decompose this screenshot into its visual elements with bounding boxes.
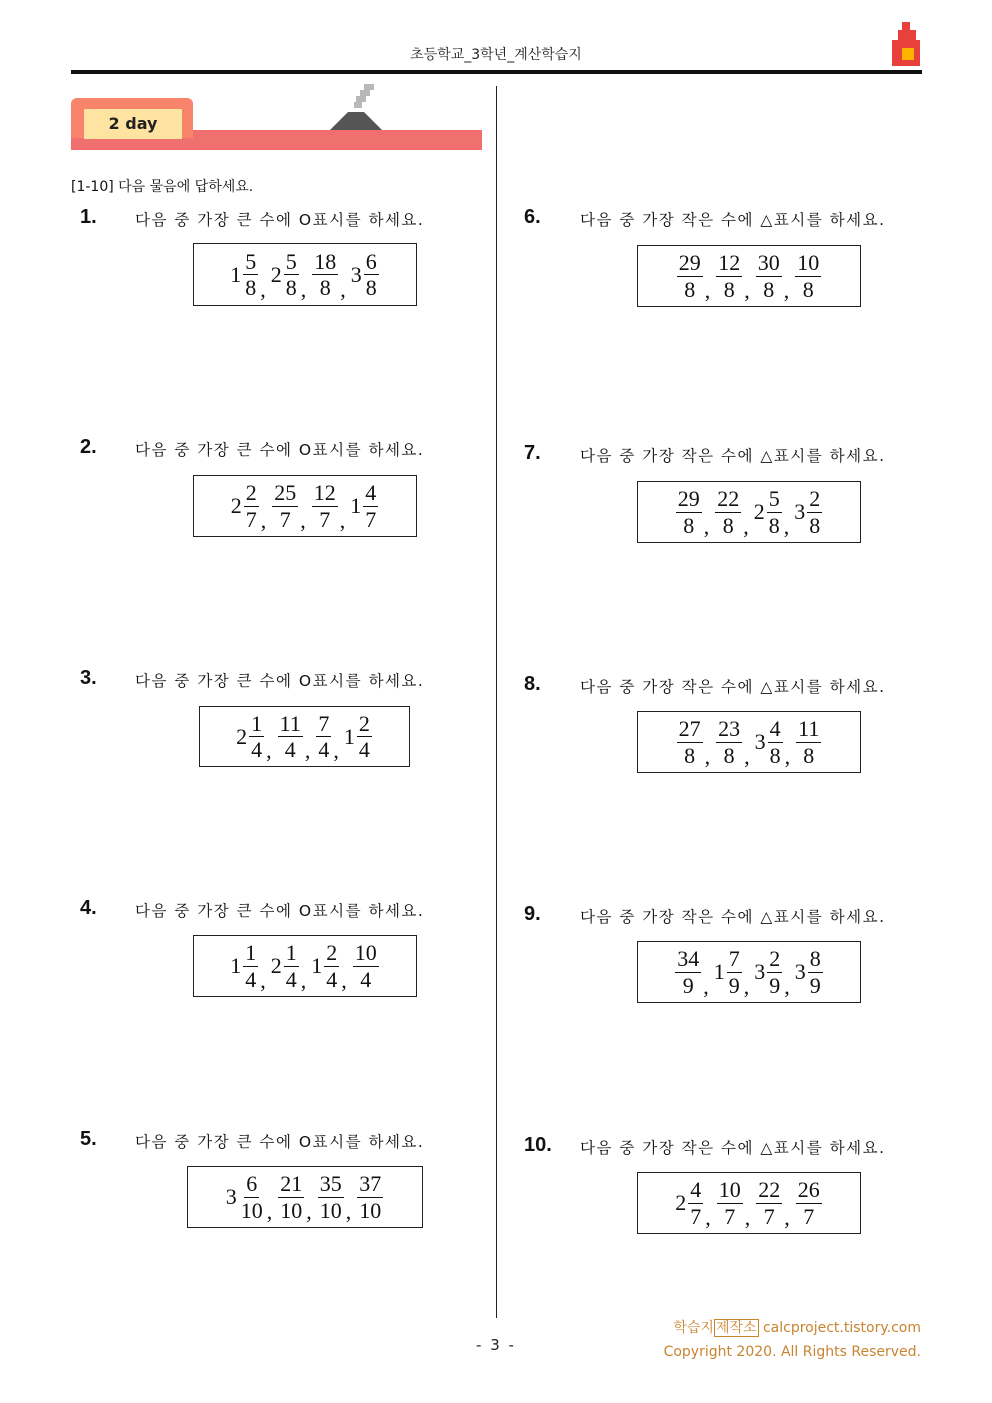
fraction [316, 711, 331, 763]
separator-comma: , [743, 974, 750, 999]
whole-number: 1 [713, 959, 725, 984]
numerator: 2 [358, 710, 370, 736]
fraction-choice[interactable] [271, 480, 299, 532]
fraction-choice[interactable] [714, 486, 742, 538]
header-rule [71, 70, 922, 74]
question-number: 4. [80, 897, 97, 919]
fraction [675, 946, 701, 998]
numerator: 35 [319, 1171, 342, 1197]
answer-choices-box [193, 475, 417, 537]
question-prompt: 다음 중 가장 작은 수에 △표시를 하세요. [580, 908, 886, 926]
fraction [243, 940, 258, 992]
question-prompt: 다음 중 가장 작은 수에 △표시를 하세요. [580, 211, 886, 229]
question-prompt: 다음 중 가장 큰 수에 O표시를 하세요. [135, 211, 425, 229]
denominator: 7 [724, 1203, 736, 1229]
fraction-choice[interactable] [754, 486, 783, 538]
numerator: 1 [245, 940, 257, 966]
fraction [272, 480, 298, 532]
separator-comma: , [703, 514, 710, 539]
fraction-choice[interactable] [311, 940, 340, 992]
day-label: 2 day [84, 109, 182, 139]
fraction [278, 711, 303, 763]
question-number: 1. [80, 206, 97, 228]
denominator: 7 [279, 506, 291, 532]
denominator: 10 [280, 1197, 303, 1223]
whole-number: 2 [270, 953, 282, 978]
fraction-choice[interactable] [675, 1177, 704, 1229]
fraction [677, 716, 703, 768]
numerator: 11 [279, 710, 301, 736]
fraction-choice[interactable] [350, 480, 379, 532]
fraction [363, 480, 378, 532]
fraction-choice[interactable] [676, 250, 704, 302]
whole-number: 1 [230, 953, 242, 978]
question-number: 6. [524, 206, 541, 228]
fraction-choice[interactable] [675, 486, 703, 538]
question-number: 9. [524, 903, 541, 925]
fraction-choice[interactable] [344, 711, 373, 763]
instruction-text: [1-10] 다음 물음에 답하세요. [71, 179, 254, 195]
numerator: 12 [313, 480, 336, 506]
page-number: - 3 - [476, 1336, 516, 1354]
whole-number: 3 [754, 959, 766, 984]
fraction-choice[interactable] [271, 249, 300, 301]
fraction [284, 940, 299, 992]
fraction-choice[interactable] [231, 480, 260, 532]
fraction [716, 250, 742, 302]
answer-choices-box [637, 481, 861, 543]
separator-comma: , [266, 738, 272, 763]
fraction [357, 1171, 383, 1223]
fraction [244, 480, 259, 532]
separator-comma: , [304, 738, 311, 763]
numerator: 12 [718, 250, 741, 276]
whole-number: 3 [794, 959, 806, 984]
fraction-choice[interactable] [315, 711, 332, 763]
denominator: 4 [318, 737, 330, 762]
separator-comma: , [704, 744, 711, 769]
numerator: 5 [768, 486, 780, 512]
fraction [239, 1171, 265, 1223]
numerator: 6 [365, 248, 377, 274]
fraction [767, 946, 782, 998]
fraction [324, 940, 339, 992]
fraction-choice[interactable] [795, 1177, 823, 1229]
numerator: 1 [251, 710, 263, 736]
fraction-choice[interactable] [755, 250, 783, 302]
numerator: 18 [314, 248, 337, 274]
fraction-choice[interactable] [715, 250, 743, 302]
fraction [278, 1171, 304, 1223]
fraction [312, 480, 338, 532]
separator-comma: , [300, 277, 307, 302]
denominator: 7 [365, 506, 377, 532]
question-prompt: 다음 중 가장 큰 수에 O표시를 하세요. [135, 441, 425, 459]
separator-comma: , [340, 277, 346, 302]
numerator: 29 [678, 250, 701, 276]
denominator: 8 [723, 276, 735, 302]
denominator: 10 [359, 1197, 382, 1223]
worksheet-title: 초등학교_3학년_계산학습지 [410, 47, 582, 63]
numerator: 2 [769, 946, 781, 972]
numerator: 29 [677, 486, 700, 512]
separator-comma: , [744, 278, 750, 303]
separator-comma: , [306, 1199, 312, 1224]
separator-comma: , [783, 514, 790, 539]
answer-choices-box [637, 941, 861, 1003]
fraction [717, 1177, 743, 1229]
separator-comma: , [744, 1205, 751, 1230]
numerator: 2 [245, 480, 257, 506]
answer-choices-box [637, 245, 861, 307]
fraction [796, 716, 821, 768]
numerator: 10 [797, 250, 820, 276]
fraction-choice[interactable] [230, 940, 259, 992]
fraction [807, 486, 822, 538]
whole-number: 1 [350, 493, 362, 518]
denominator: 8 [723, 742, 735, 768]
numerator: 6 [246, 1171, 258, 1197]
fraction [715, 486, 741, 538]
fraction [312, 249, 338, 301]
denominator: 8 [245, 275, 257, 300]
fraction [249, 711, 264, 763]
logo-icon [890, 22, 922, 68]
whole-number: 1 [230, 261, 242, 287]
fraction-choice[interactable] [794, 250, 822, 302]
credit-prefix: 학습지 [673, 1320, 714, 1336]
fraction [756, 250, 782, 302]
denominator: 7 [803, 1203, 815, 1229]
separator-comma: , [300, 968, 307, 993]
denominator: 4 [326, 966, 338, 992]
separator-comma: , [783, 278, 790, 303]
fraction [688, 1177, 703, 1229]
fraction-choice[interactable] [676, 716, 704, 768]
answer-choices-box [637, 711, 861, 773]
whole-number: 2 [753, 499, 765, 524]
fraction-choice[interactable] [755, 1177, 783, 1229]
denominator: 8 [285, 275, 297, 300]
fraction-choice[interactable] [311, 249, 339, 301]
fraction-choice[interactable] [794, 486, 823, 538]
separator-comma: , [333, 738, 339, 763]
numerator: 4 [769, 716, 781, 742]
question-prompt: 다음 중 가장 큰 수에 O표시를 하세요. [135, 902, 425, 920]
question-number: 5. [80, 1128, 97, 1150]
separator-comma: , [266, 1199, 273, 1224]
separator-comma: , [784, 744, 791, 769]
denominator: 8 [365, 275, 377, 300]
separator-comma: , [743, 514, 749, 539]
numerator: 11 [798, 716, 820, 742]
fraction [318, 1171, 344, 1223]
numerator: 25 [274, 480, 297, 506]
separator-comma: , [784, 974, 790, 999]
whole-number: 2 [230, 493, 242, 518]
question-prompt: 다음 중 가장 작은 수에 △표시를 하세요. [580, 1139, 886, 1157]
denominator: 8 [684, 742, 696, 768]
fraction [676, 486, 702, 538]
numerator: 10 [354, 940, 377, 966]
whole-number: 2 [675, 1190, 687, 1215]
separator-comma: , [339, 508, 346, 533]
denominator: 8 [803, 742, 815, 768]
fraction-choice[interactable] [356, 1171, 384, 1223]
denominator: 9 [769, 972, 781, 998]
numerator: 37 [359, 1171, 382, 1197]
fraction-choice[interactable] [716, 1177, 744, 1229]
denominator: 7 [319, 506, 331, 532]
fraction-choice[interactable] [236, 711, 265, 763]
fraction [284, 249, 299, 301]
separator-comma: , [260, 508, 267, 533]
numerator: 8 [809, 946, 821, 972]
question-number: 8. [524, 673, 541, 695]
denominator: 10 [240, 1197, 263, 1223]
fraction [756, 1177, 782, 1229]
fraction [796, 1177, 822, 1229]
question-number: 2. [80, 436, 97, 458]
numerator: 4 [365, 480, 377, 506]
denominator: 4 [284, 737, 296, 762]
numerator: 7 [728, 946, 740, 972]
numerator: 5 [285, 248, 297, 274]
denominator: 4 [251, 737, 263, 762]
whole-number: 3 [225, 1184, 237, 1209]
whole-number: 1 [311, 953, 323, 978]
fraction [727, 946, 742, 998]
question-prompt: 다음 중 가장 작은 수에 △표시를 하세요. [580, 447, 886, 465]
numerator: 34 [677, 946, 700, 972]
separator-comma: , [784, 1205, 790, 1230]
denominator: 8 [722, 512, 734, 538]
fraction [767, 486, 782, 538]
numerator: 4 [690, 1177, 702, 1203]
fraction-choice[interactable] [674, 946, 702, 998]
fraction-choice[interactable] [352, 940, 380, 992]
fraction [795, 250, 821, 302]
denominator: 8 [319, 275, 331, 300]
question-number: 10. [524, 1134, 552, 1156]
separator-comma: , [705, 1205, 711, 1230]
fraction-choice[interactable] [317, 1171, 345, 1223]
question-number: 7. [524, 442, 541, 464]
fraction [808, 946, 823, 998]
fraction-choice[interactable] [351, 249, 380, 301]
answer-choices-box [193, 243, 417, 306]
fraction-choice[interactable] [755, 716, 784, 768]
credit-boxed: 제작소 [715, 1320, 757, 1336]
whole-number: 3 [794, 499, 806, 524]
numerator: 5 [245, 248, 257, 274]
answer-choices-box [199, 706, 410, 767]
denominator: 4 [285, 966, 297, 992]
numerator: 26 [797, 1177, 820, 1203]
separator-comma: , [345, 1199, 352, 1224]
numerator: 10 [718, 1177, 741, 1203]
denominator: 4 [360, 966, 372, 992]
copyright-text: Copyright 2020. All Rights Reserved. [663, 1344, 921, 1360]
denominator: 7 [690, 1203, 702, 1229]
fraction [243, 249, 258, 301]
question-prompt: 다음 중 가장 작은 수에 △표시를 하세요. [580, 678, 886, 696]
separator-comma: , [744, 744, 750, 769]
answer-choices-box [637, 1172, 861, 1234]
fraction-choice[interactable] [277, 711, 304, 763]
numerator: 2 [809, 486, 821, 512]
numerator: 2 [326, 940, 338, 966]
numerator: 21 [280, 1171, 303, 1197]
fraction [357, 711, 372, 763]
denominator: 10 [319, 1197, 342, 1223]
separator-comma: , [260, 277, 266, 302]
fraction-choice[interactable] [754, 946, 783, 998]
denominator: 9 [809, 972, 821, 998]
column-divider [496, 86, 497, 1318]
separator-comma: , [703, 974, 709, 999]
answer-choices-box [187, 1166, 423, 1228]
separator-comma: , [300, 508, 306, 533]
numerator: 22 [758, 1177, 781, 1203]
separator-comma: , [341, 968, 347, 993]
denominator: 7 [763, 1203, 775, 1229]
answer-choices-box [193, 935, 417, 997]
fraction [716, 716, 742, 768]
fraction [768, 716, 783, 768]
fraction-choice[interactable] [795, 946, 824, 998]
denominator: 4 [358, 737, 370, 762]
separator-comma: , [260, 968, 266, 993]
fraction-choice[interactable] [795, 716, 822, 768]
credit-site[interactable]: calcproject.tistory.com [758, 1320, 921, 1336]
numerator: 30 [757, 250, 780, 276]
question-number: 3. [80, 667, 97, 689]
fraction [364, 249, 379, 301]
question-prompt: 다음 중 가장 큰 수에 O표시를 하세요. [135, 672, 425, 690]
denominator: 9 [682, 972, 694, 998]
whole-number: 1 [343, 723, 355, 749]
denominator: 8 [684, 276, 696, 302]
whole-number: 3 [350, 261, 362, 287]
numerator: 22 [717, 486, 740, 512]
fraction-choice[interactable] [311, 480, 339, 532]
denominator: 8 [768, 512, 780, 538]
numerator: 7 [318, 710, 330, 736]
whole-number: 3 [754, 729, 766, 754]
denominator: 8 [802, 276, 814, 302]
denominator: 7 [245, 506, 257, 532]
fraction [353, 940, 379, 992]
denominator: 8 [763, 276, 775, 302]
fraction-choice[interactable] [271, 940, 300, 992]
fraction-choice[interactable] [226, 1171, 266, 1223]
denominator: 8 [769, 742, 781, 768]
denominator: 8 [809, 512, 821, 538]
fraction-choice[interactable] [230, 249, 259, 301]
numerator: 1 [285, 940, 297, 966]
denominator: 4 [245, 966, 257, 992]
fraction [677, 250, 703, 302]
whole-number: 2 [236, 723, 248, 749]
fraction-choice[interactable] [277, 1171, 305, 1223]
numerator: 27 [678, 716, 701, 742]
question-prompt: 다음 중 가장 큰 수에 O표시를 하세요. [135, 1133, 425, 1151]
fraction-choice[interactable] [714, 946, 743, 998]
separator-comma: , [704, 278, 711, 303]
fraction-choice[interactable] [715, 716, 743, 768]
volcano-icon [330, 84, 382, 130]
denominator: 9 [728, 972, 740, 998]
numerator: 23 [718, 716, 741, 742]
whole-number: 2 [270, 261, 282, 287]
footer-credit [664, 1316, 921, 1364]
denominator: 8 [683, 512, 695, 538]
